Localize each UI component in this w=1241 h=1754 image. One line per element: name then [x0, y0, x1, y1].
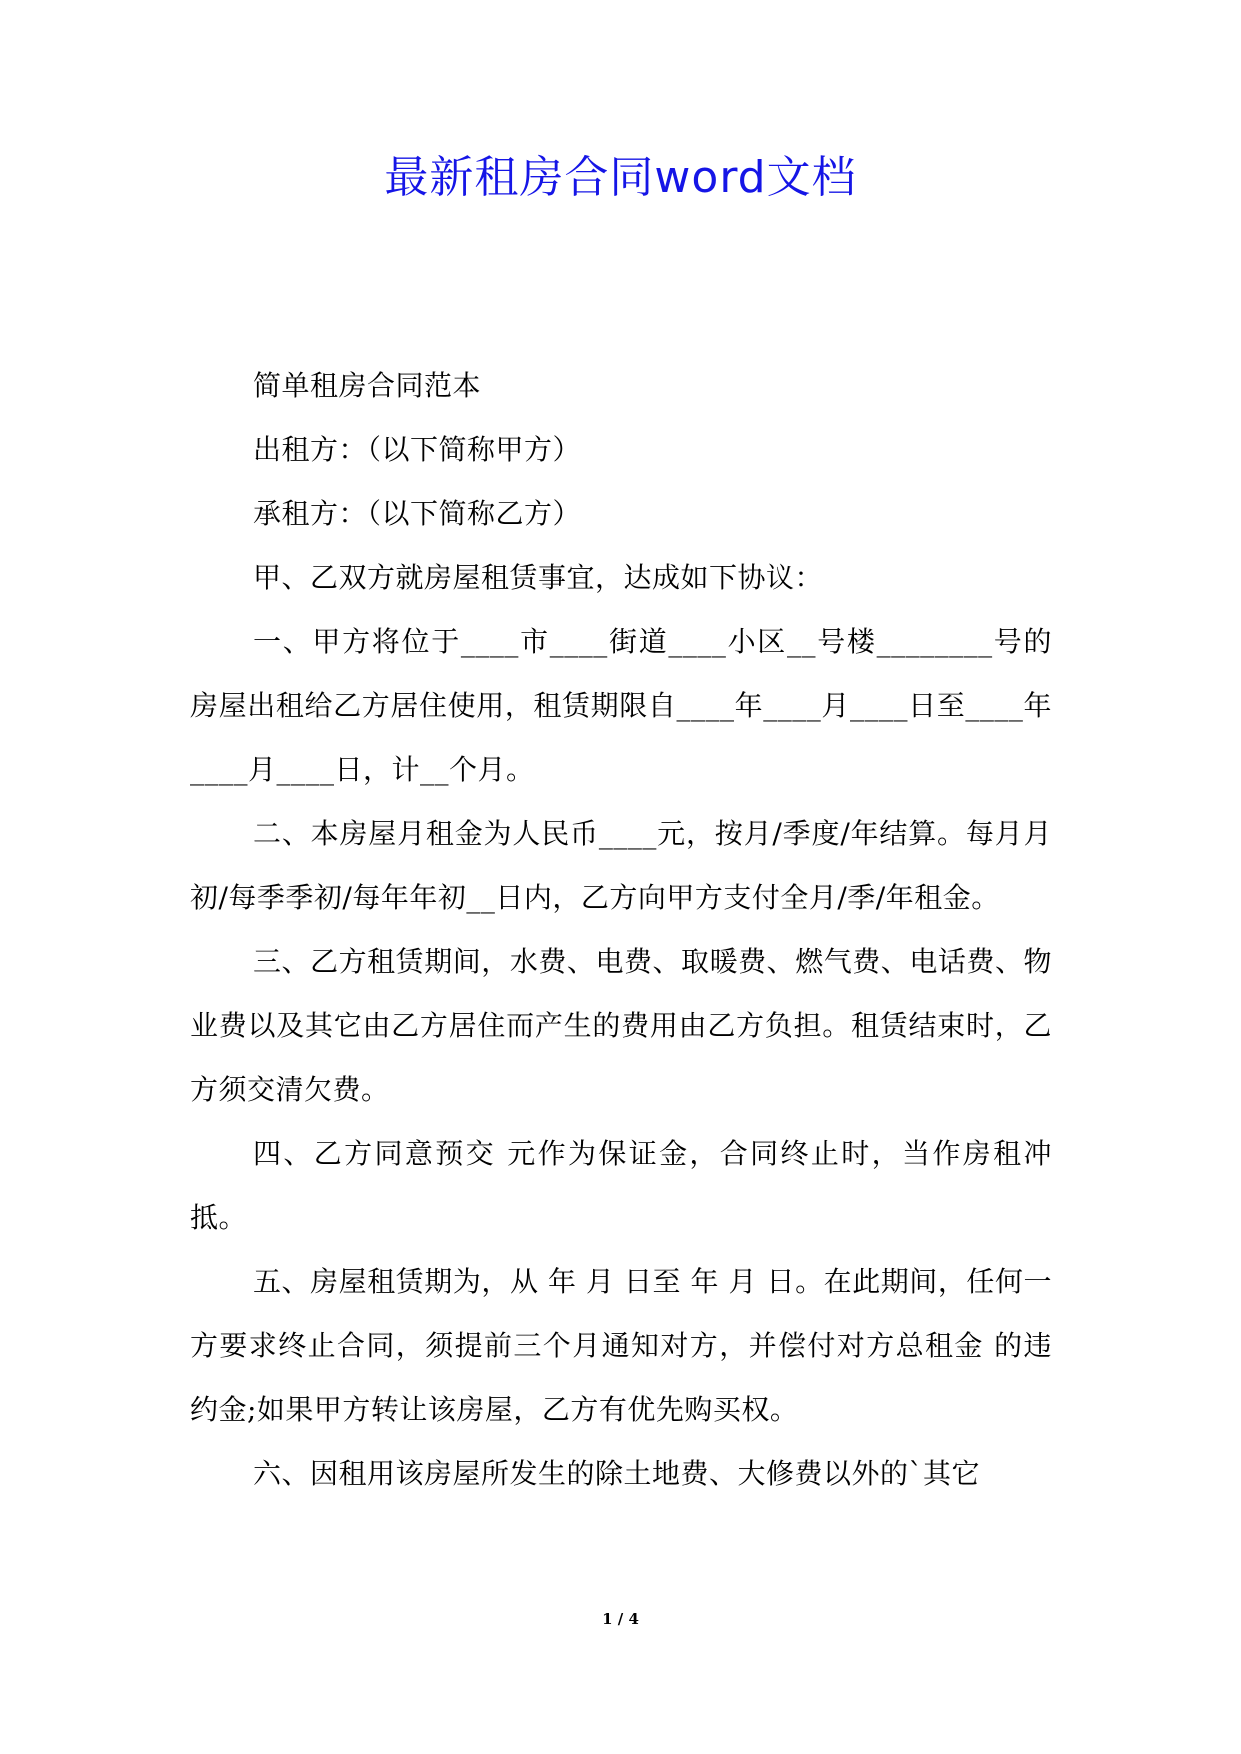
paragraph-clause-4: 四、乙方同意预交 元作为保证金，合同终止时，当作房租冲抵。	[190, 1137, 1052, 1234]
paragraph-agreement-intro: 甲、乙双方就房屋租赁事宜，达成如下协议：	[253, 561, 824, 594]
document-title: 最新租房合同word文档	[384, 152, 857, 203]
paragraph-clause-3: 三、乙方租赁期间，水费、电费、取暖费、燃气费、电话费、物业费以及其它由乙方居住而产生的费用由乙方负担。租赁结束时，乙方须交清欠费。	[190, 945, 1052, 1106]
page-number: 1 / 4	[602, 1610, 639, 1628]
paragraph-lessor: 出租方：（以下简称甲方）	[253, 433, 582, 466]
paragraph-clause-1: 一、甲方将位于____市____街道____小区__号楼________号的房屋出租给乙方居住使用，租赁期限自____年____月____日至____年____月____日，计__个月。	[190, 625, 1052, 786]
paragraph-lessee: 承租方：（以下简称乙方）	[253, 497, 582, 530]
paragraph-clause-5: 五、房屋租赁期为，从 年 月 日至 年 月 日。在此期间，任何一方要求终止合同，须提前三个月通知对方，并偿付对方总租金 的违约金;如果甲方转让该房屋，乙方有优先购买权。	[190, 1265, 1052, 1426]
paragraph-clause-6: 六、因租用该房屋所发生的除土地费、大修费以外的`其它	[253, 1457, 981, 1490]
paragraph-heading: 简单租房合同范本	[253, 369, 482, 402]
paragraph-clause-2: 二、本房屋月租金为人民币____元，按月/季度/年结算。每月月初/每季季初/每年年初__日内，乙方向甲方支付全月/季/年租金。	[190, 817, 1052, 914]
document-body	[190, 354, 1052, 1506]
